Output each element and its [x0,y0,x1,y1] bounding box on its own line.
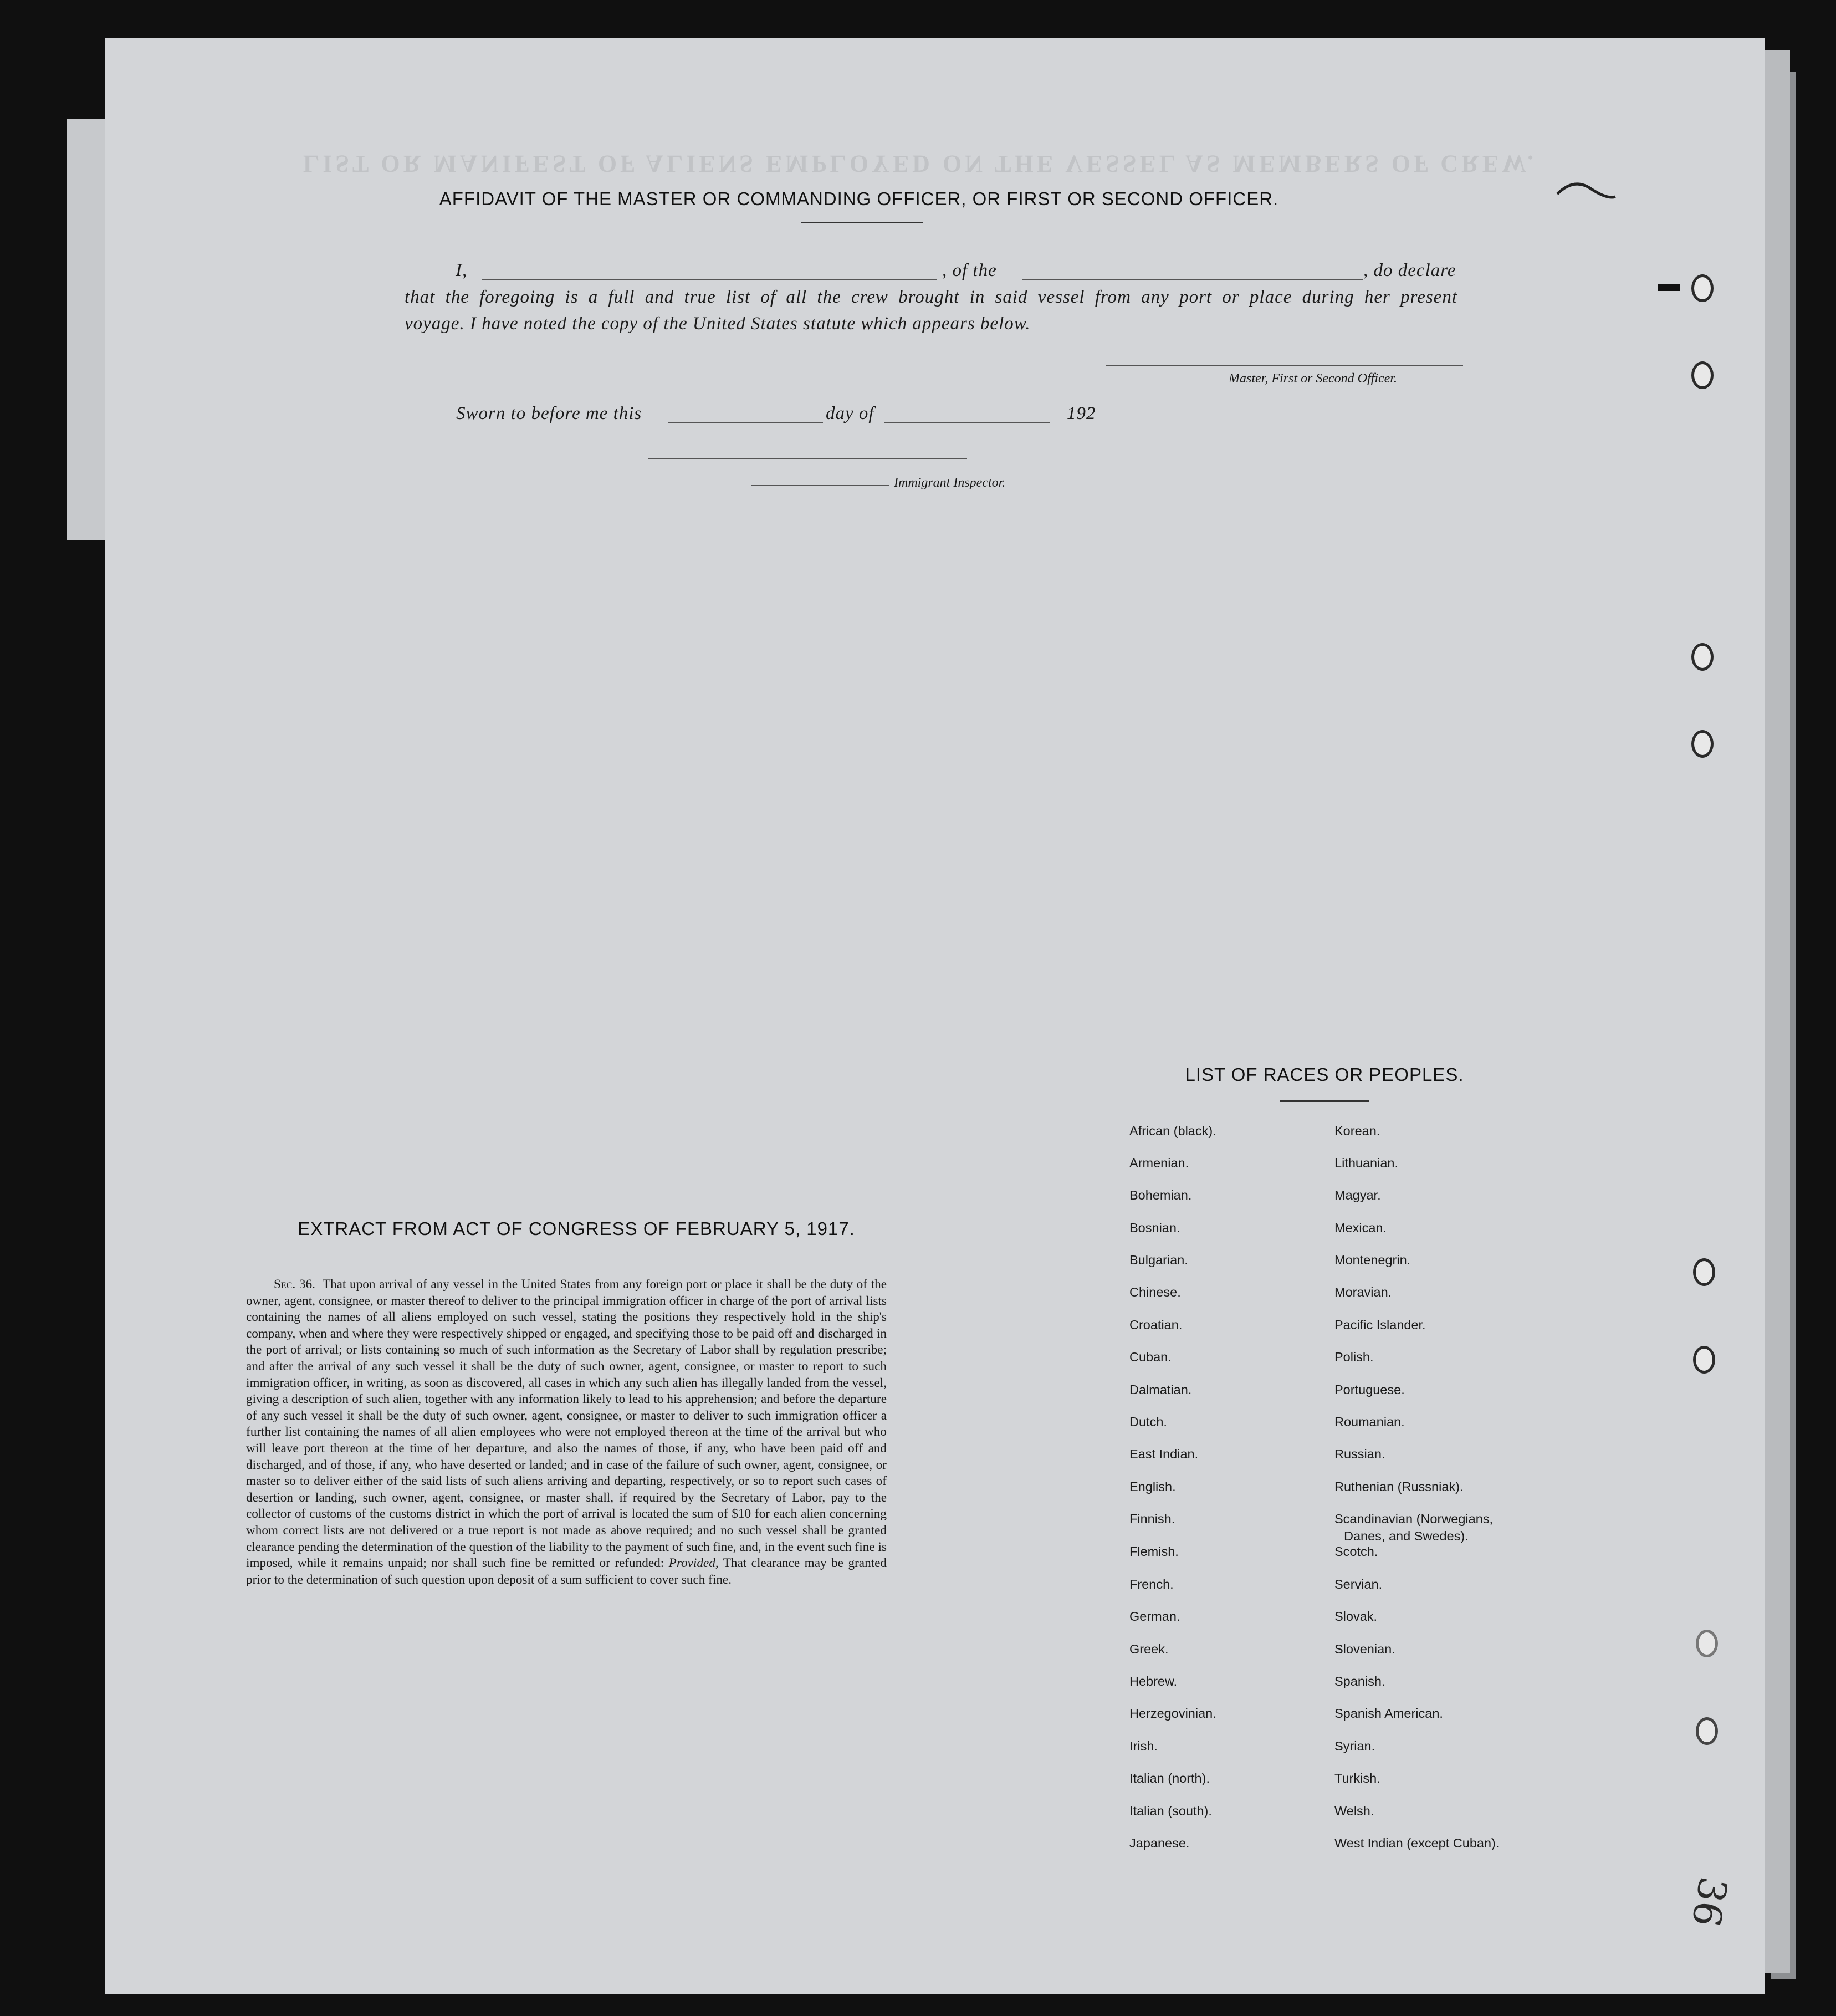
race-item: Finnish. [1129,1512,1175,1526]
punch-hole-icon [1691,643,1714,671]
race-item: Syrian. [1334,1739,1375,1753]
race-item: Armenian. [1129,1156,1189,1170]
race-item: Croatian. [1129,1318,1183,1332]
officer-signature-field[interactable] [1106,365,1463,366]
inspector-signature-underline [751,485,889,486]
vessel-name-field[interactable] [1022,279,1363,280]
race-item: West Indian (except Cuban). [1334,1836,1500,1850]
race-item: Turkish. [1334,1771,1380,1785]
affidavit-i-label: I, [456,261,468,280]
race-item: Moravian. [1334,1285,1392,1299]
race-item: Russian. [1334,1447,1385,1461]
punch-hole-icon [1693,1346,1715,1374]
sworn-prefix: Sworn to before me this [456,404,642,423]
extract-title: EXTRACT FROM ACT OF CONGRESS OF FEBRUARY 5, 1917. [298,1218,855,1239]
section-label: Sec. 36. [274,1277,315,1292]
race-item: Dutch. [1129,1415,1167,1429]
underlying-page-strip [67,119,108,540]
races-title-rule [1280,1100,1369,1102]
race-item: East Indian. [1129,1447,1199,1461]
sworn-year-label: 192 [1067,404,1096,423]
race-item: Bohemian. [1129,1188,1192,1202]
affidavit-of-the-label: , of the [942,261,997,280]
punch-hole-icon [1691,274,1714,302]
race-item: Welsh. [1334,1804,1374,1818]
race-item: Ruthenian (Russniak). [1334,1479,1464,1494]
punch-hole-icon [1693,1258,1715,1286]
race-item: Magyar. [1334,1188,1381,1202]
race-item: Scotch. [1334,1544,1378,1559]
race-item: Bulgarian. [1129,1253,1188,1267]
race-item: English. [1129,1479,1176,1494]
ink-mark-icon [1552,172,1618,205]
statute-body: That upon arrival of any vessel in the United States from any foreign port or place it shall be the duty of the owner, agent, consignee, or master thereof to deliver to the principal immigration officer in charge of the port of arrival lists containing the names of all aliens employed on such vessel, stating the positions they respectively hold in the ship's company, when and where they were respectively shipped or engaged, and specifying those to be paid off and discharged in the port of arrival; or lists containing so much of such information as the Secretary of Labor shall by regulation prescribe; and after the arrival of any such vessel it shall be the duty of such owner, agent, consignee, or master to report to such immigration officer, in writing, as soon as discovered, all cases in which any such alien has illegally landed from the vessel, giving a description of such alien, together with any information likely to lead to his apprehension; and before the departure of any such vessel it shall be the duty of such owner, agent, consignee, or master to deliver to such immigration officer a further list containing the names of all alien employees who were not employed thereon at the time of the arrival but who will leave port thereon at the time of her departure, and also the names of those, if any, who have been paid off and discharged, and of those, if any, who have deserted or landed; and in case of the failure of such owner, agent, consignee, or master so to deliver either of the said lists of such aliens arriving and departing, respectively, or so to report such cases of desertion or landing, such owner, agent, consignee, or master shall, if required by the Secretary of Labor, pay to the collector of customs of the customs district in which the port of arrival is located the sum of $10 for each alien concerning whom correct lists are not delivered or a true report is not made as above required; and no such vessel shall be granted clearance pending the determination of the question of the liability to the payment of such fine, and, in the event such fine is imposed, while it remains unpaid; nor shall such fine be remitted or refunded: [246,1277,887,1571]
clip-mark-icon [1657,280,1685,297]
race-item: Slovenian. [1334,1642,1395,1656]
race-item: Italian (north). [1129,1771,1210,1785]
sworn-day-field[interactable] [668,422,823,423]
handwritten-page-mark: 36 [1682,1874,1736,1930]
race-item: Korean. [1334,1124,1380,1138]
race-item: Slovak. [1334,1609,1378,1624]
sworn-month-field[interactable] [884,422,1050,423]
race-item: African (black). [1129,1124,1216,1138]
race-item: Irish. [1129,1739,1158,1753]
race-item: Polish. [1334,1350,1374,1364]
race-item: Greek. [1129,1642,1169,1656]
race-item: Cuban. [1129,1350,1172,1364]
race-item: Servian. [1334,1577,1383,1591]
statute-text [246,1277,887,1588]
affidavit-title-rule [801,222,923,223]
race-item: Portuguese. [1334,1382,1405,1397]
race-item: Scandinavian (Norwegians, [1334,1512,1494,1526]
race-item: Japanese. [1129,1836,1190,1850]
officer-signature-label: Master, First or Second Officer. [1229,371,1397,386]
race-item: Dalmatian. [1129,1382,1192,1397]
punch-hole-icon [1696,1717,1718,1745]
affidavit-line-3: voyage. I have noted the copy of the United States statute which appears below. [405,314,1031,334]
proviso-text: That clearance may be granted prior to the determination of such question upon deposit of a sum sufficient to cover such fine. [246,1556,887,1587]
race-item: Hebrew. [1129,1674,1178,1688]
race-item: German. [1129,1609,1180,1624]
affidavit-declare-label: , do declare [1363,261,1456,280]
race-item: Lithuanian. [1334,1156,1398,1170]
punch-hole-icon [1696,1630,1718,1657]
affidavit-title: AFFIDAVIT OF THE MASTER OR COMMANDING OFFICER, OR FIRST OR SECOND OFFICER. [439,188,1279,209]
race-item: Flemish. [1129,1544,1179,1559]
race-item: Spanish. [1334,1674,1385,1688]
race-item: Pacific Islander. [1334,1318,1426,1332]
punch-hole-icon [1691,361,1714,389]
race-item: Herzegovinian. [1129,1706,1216,1721]
race-item: Mexican. [1334,1221,1387,1235]
punch-hole-icon [1691,730,1714,758]
race-item: Italian (south). [1129,1804,1212,1818]
race-item: Danes, and Swedes). [1344,1529,1469,1543]
bleed-through-text: LIST OR MANIFEST OF ALIENS EMPLOYED ON THE VESSEL AS MEMBERS OF CREW. [303,150,1537,177]
race-item: Bosnian. [1129,1221,1180,1235]
inspector-signature-field[interactable] [648,458,967,459]
race-item: Montenegrin. [1334,1253,1411,1267]
race-item: French. [1129,1577,1174,1591]
inspector-label: Immigrant Inspector. [894,476,1006,490]
sworn-day-of-label: day of [826,404,874,423]
proviso-word: Provided, [668,1556,719,1571]
race-item: Spanish American. [1334,1706,1443,1721]
race-item: Roumanian. [1334,1415,1405,1429]
master-name-field[interactable] [482,279,937,280]
affidavit-line-2: that the foregoing is a full and true list of all the crew brought in said vessel from any port or place during her present [405,287,1457,307]
races-title: LIST OF RACES OR PEOPLES. [1185,1064,1464,1085]
race-item: Chinese. [1129,1285,1181,1299]
